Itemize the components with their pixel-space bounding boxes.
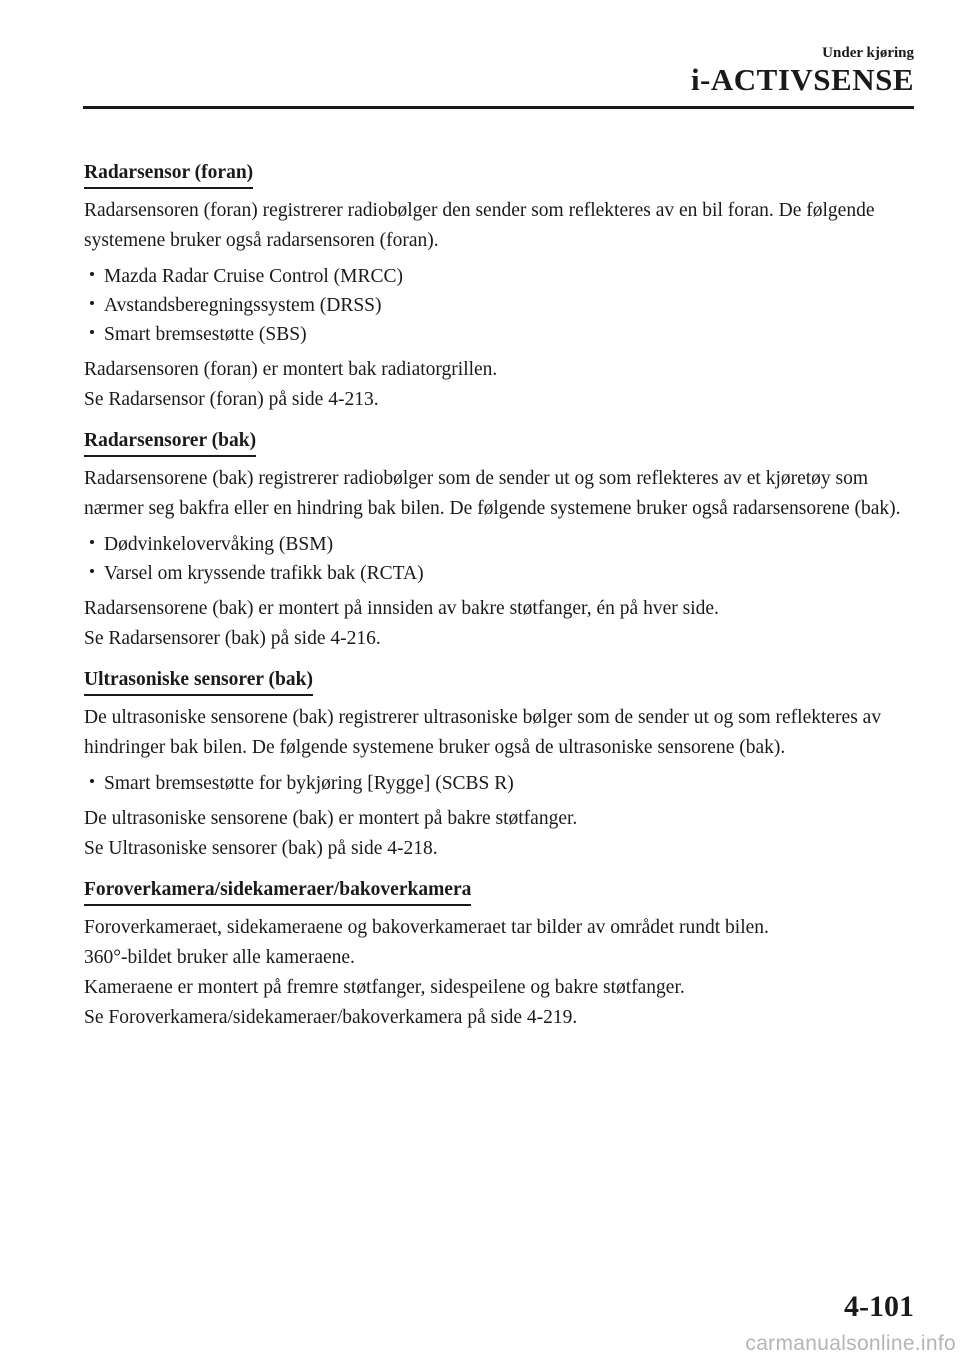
header-divider [83, 106, 914, 109]
paragraph: De ultrasoniske sensorene (bak) registrerer ultrasoniske bølger som de sender ut og som reflekteres av hindringer bak bilen. De følgende systemene bruker også de ultrasoniske sensorene (bak). [84, 707, 882, 758]
paragraph: De ultrasoniske sensorene (bak) er montert på bakre støtfanger. [84, 808, 578, 829]
paragraph: Foroverkameraet, sidekameraene og bakoverkameraet tar bilder av området rundt bilen. [84, 917, 769, 938]
bullet-icon [90, 301, 94, 305]
section-heading: Foroverkamera/sidekameraer/bakoverkamera [84, 876, 471, 906]
cross-reference: Se Radarsensor (foran) på side 4-213. [84, 389, 379, 410]
page-header [691, 44, 914, 97]
list-item-text: Smart bremsestøtte (SBS) [104, 324, 307, 345]
section-radar-front [84, 158, 916, 189]
bullet-list [84, 530, 916, 588]
paragraph: Radarsensoren (foran) er montert bak radiatorgrillen. [84, 359, 498, 380]
page-content [84, 158, 916, 1033]
list-item-text: Smart bremsestøtte for bykjøring [Rygge] (SCBS R) [104, 773, 514, 794]
bullet-icon [90, 330, 94, 334]
section-radar-rear [84, 426, 916, 457]
page-number: 4-101 [844, 1290, 914, 1323]
section-heading: Ultrasoniske sensorer (bak) [84, 666, 313, 696]
bullet-list [84, 262, 916, 349]
paragraph: Radarsensorene (bak) registrerer radiobølger som de sender ut og som reflekteres av et kjøretøy som nærmer seg bakfra eller en hindring bak bilen. De følgende systemene bruker også radarsensorene (bak). [84, 468, 901, 519]
list-item [84, 291, 916, 320]
paragraph: Radarsensoren (foran) registrerer radiobølger den sender som reflekteres av en bil foran. De følgende systemene bruker også radarsensoren (foran). [84, 200, 875, 251]
bullet-icon [90, 540, 94, 544]
bullet-icon [90, 569, 94, 573]
section-heading: Radarsensorer (bak) [84, 427, 256, 457]
list-item-text: Dødvinkelovervåking (BSM) [104, 534, 334, 555]
section-ultrasonic-rear [84, 665, 916, 696]
section-title: i-ACTIVSENSE [690, 62, 914, 97]
cross-reference: Se Radarsensorer (bak) på side 4-216. [84, 628, 381, 649]
list-item-text: Avstandsberegningssystem (DRSS) [104, 295, 382, 316]
paragraph: Kameraene er montert på fremre støtfanger, sidespeilene og bakre støtfanger. [84, 977, 685, 998]
section-cameras [84, 875, 916, 906]
list-item-text: Mazda Radar Cruise Control (MRCC) [104, 266, 403, 287]
bullet-icon [90, 779, 94, 783]
list-item [84, 559, 916, 588]
bullet-icon [90, 272, 94, 276]
paragraph: Radarsensorene (bak) er montert på innsiden av bakre støtfanger, én på hver side. [84, 598, 719, 619]
list-item [84, 262, 916, 291]
list-item [84, 530, 916, 559]
section-heading: Radarsensor (foran) [84, 159, 253, 189]
list-item [84, 320, 916, 349]
watermark: carmanualsonline.info [745, 1332, 956, 1355]
cross-reference: Se Foroverkamera/sidekameraer/bakoverkamera på side 4-219. [84, 1007, 578, 1028]
list-item-text: Varsel om kryssende trafikk bak (RCTA) [104, 563, 424, 584]
bullet-list [84, 769, 916, 798]
chapter-title: Under kjøring [822, 45, 914, 61]
paragraph: 360°-bildet bruker alle kameraene. [84, 947, 355, 968]
cross-reference: Se Ultrasoniske sensorer (bak) på side 4-218. [84, 838, 438, 859]
list-item [84, 769, 916, 798]
